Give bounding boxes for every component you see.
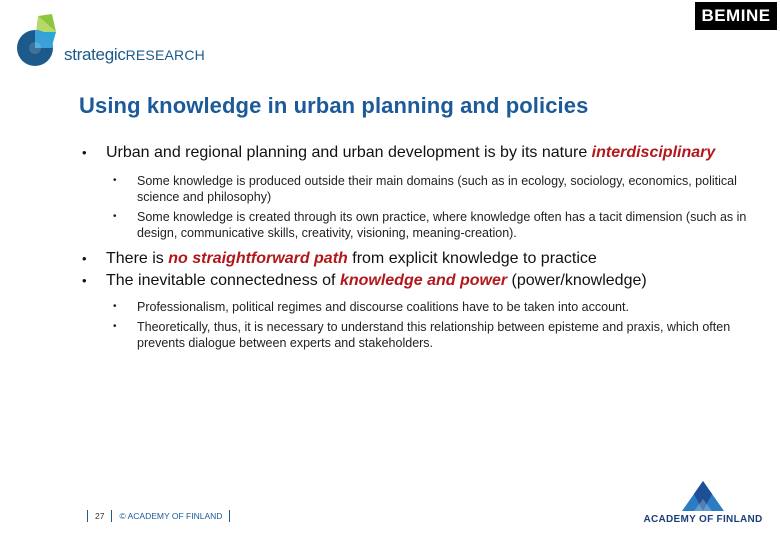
logo-mark-icon — [12, 12, 64, 68]
bullet-3-text-pre: The inevitable connectedness of — [106, 272, 340, 289]
bullet-dot-icon: • — [82, 251, 87, 266]
sub-bullet-1-1-text: Some knowledge is produced outside their main domains (such as in ecology, sociology, economics, political science and philosophy) — [137, 174, 737, 204]
footer-divider — [229, 510, 230, 522]
footer-divider — [87, 510, 88, 522]
sub-bullet-dot-icon: • — [113, 321, 117, 332]
sub-bullet-1-1 — [113, 173, 769, 205]
bullet-1 — [79, 143, 769, 163]
sub-bullet-3-2 — [113, 319, 769, 351]
academy-logo-text: ACADEMY OF FINLAND — [643, 514, 763, 525]
slide-title: Using knowledge in urban planning and policies — [79, 93, 589, 118]
logo-word-strategic: strategic — [64, 45, 126, 64]
bullet-dot-icon: • — [82, 273, 87, 288]
sub-bullet-1-2-text: Some knowledge is created through its own practice, where knowledge often has a tacit dimension (such as in design, communicative skills, creativity, visioning, meaning-creation). — [137, 210, 747, 240]
bullet-3-highlight: knowledge and power — [339, 272, 508, 289]
footer-org: © ACADEMY OF FINLAND — [119, 511, 223, 521]
bullet-3 — [79, 271, 769, 291]
page-number: 27 — [95, 511, 105, 521]
bullet-1-highlight: interdisciplinary — [591, 144, 716, 161]
sub-bullet-3-1 — [113, 299, 769, 315]
academy-triangle-icon — [678, 479, 728, 513]
sub-bullet-3-1-text: Professionalism, political regimes and discourse coalitions have to be taken into account. — [137, 300, 629, 314]
bullet-2-text-pre: There is — [106, 250, 169, 267]
bemine-logo: BEMINE — [695, 2, 777, 30]
sub-bullet-dot-icon: • — [113, 175, 117, 186]
sub-bullet-3-2-text: Theoretically, thus, it is necessary to understand this relationship between episteme and praxis, which often prevents dialogue between experts and stakeholders. — [137, 320, 731, 350]
sub-bullet-1-2 — [113, 209, 769, 241]
sub-bullet-dot-icon: • — [113, 301, 117, 312]
logo-word-research: RESEARCH — [125, 47, 205, 63]
bullet-1-text: Urban and regional planning and urban development is by its nature — [106, 144, 592, 161]
sub-bullet-dot-icon: • — [113, 211, 117, 222]
footer-divider — [111, 510, 112, 522]
bullet-3-text-post: (power/knowledge) — [507, 272, 647, 289]
slide-content — [79, 143, 769, 351]
bullet-2-text-post: from explicit knowledge to practice — [347, 250, 597, 267]
bullet-dot-icon: • — [82, 145, 87, 160]
strategic-research-logo — [12, 12, 212, 72]
bullet-2 — [79, 249, 769, 269]
slide-footer — [80, 510, 237, 522]
academy-of-finland-logo — [628, 479, 778, 529]
bullet-2-highlight: no straightforward path — [168, 250, 348, 267]
